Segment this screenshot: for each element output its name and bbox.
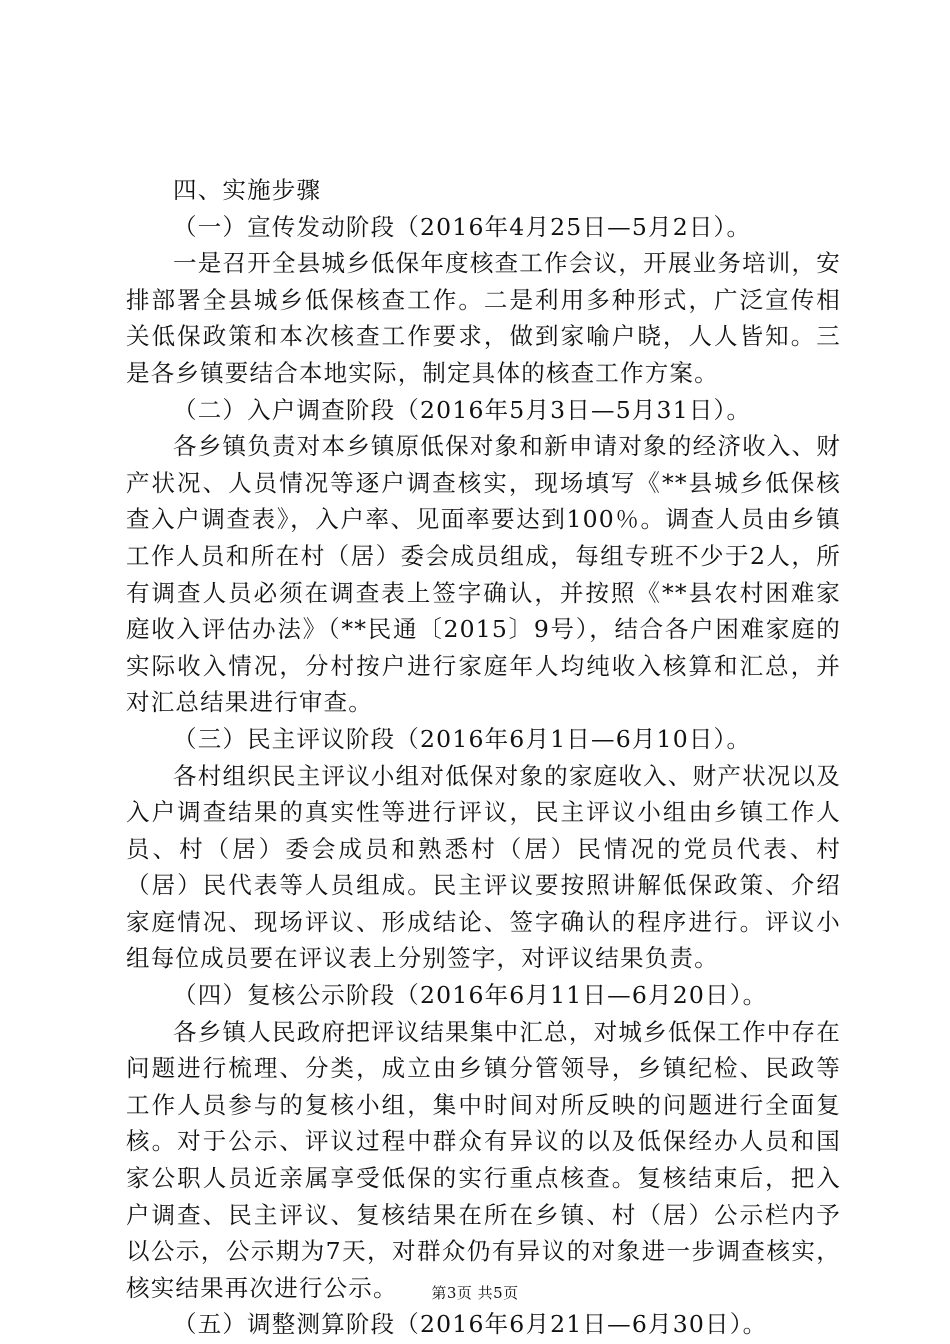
page-number-footer: 第3页 共5页 bbox=[431, 1284, 519, 1302]
stage-body-2: 各乡镇负责对本乡镇原低保对象和新申请对象的经济收入、财产状况、人员情况等逐户调查核实，现场填写《**县城乡低保核查入户调查表》，入户率、见面率要达到100％。调查人员由乡镇工作人员和所在村（居）委会成员组成，每组专班不少于2人，所有调查人员必须在调查表上签字确认，并按照《**县农村困难家庭收入评估办法》（**民通〔2015〕9号），结合各户困难家庭的实际收入情况，分村按户进行家庭年人均纯收入核算和汇总，并对汇总结果进行审查。 bbox=[126, 432, 841, 717]
stage-heading-1: （一）宣传发动阶段（2016年4月25日—5月2日）。 bbox=[173, 212, 752, 241]
stage-heading-2: （二）入户调查阶段（2016年5月3日—5月31日）。 bbox=[173, 395, 752, 424]
stage-body-4: 各乡镇人民政府把评议结果集中汇总，对城乡低保工作中存在问题进行梳理、分类，成立由乡镇分管领导，乡镇纪检、民政等工作人员参与的复核小组，集中时间对所反映的问题进行全面复核。对于公示、评议过程中群众有异议的以及低保经办人员和国家公职人员近亲属享受低保的实行重点核查。复核结束后，把入户调查、民主评议、复核结果在所在乡镇、村（居）公示栏内予以公示，公示期为7天，对群众仍有异议的对象进一步调查核实，核实结果再次进行公示。 bbox=[126, 1017, 841, 1302]
stage-heading-3: （三）民主评议阶段（2016年6月1日—6月10日）。 bbox=[173, 724, 752, 753]
stage-body-1: 一是召开全县城乡低保年度核查工作会议，开展业务培训，安排部署全县城乡低保核查工作。二是利用多种形式，广泛宣传相关低保政策和本次核查工作要求，做到家喻户晓，人人皆知。三是各乡镇要结合本地实际，制定具体的核查工作方案。 bbox=[126, 249, 841, 387]
section-heading: 四、实施步骤 bbox=[173, 176, 322, 204]
stage-heading-4: （四）复核公示阶段（2016年6月11日—6月20日）。 bbox=[173, 981, 768, 1010]
stage-heading-5: （五）调整测算阶段（2016年6月21日—6月30日）。 bbox=[173, 1310, 768, 1339]
document-body bbox=[126, 172, 841, 1343]
stage-body-3: 各村组织民主评议小组对低保对象的家庭收入、财产状况以及入户调查结果的真实性等进行评议，民主评议小组由乡镇工作人员、村（居）委会成员和熟悉村（居）民情况的党员代表、村（居）民代表等人员组成。民主评议要按照讲解低保政策、介绍家庭情况、现场评议、形成结论、签字确认的程序进行。评议小组每位成员要在评议表上分别签字，对评议结果负责。 bbox=[126, 761, 841, 973]
